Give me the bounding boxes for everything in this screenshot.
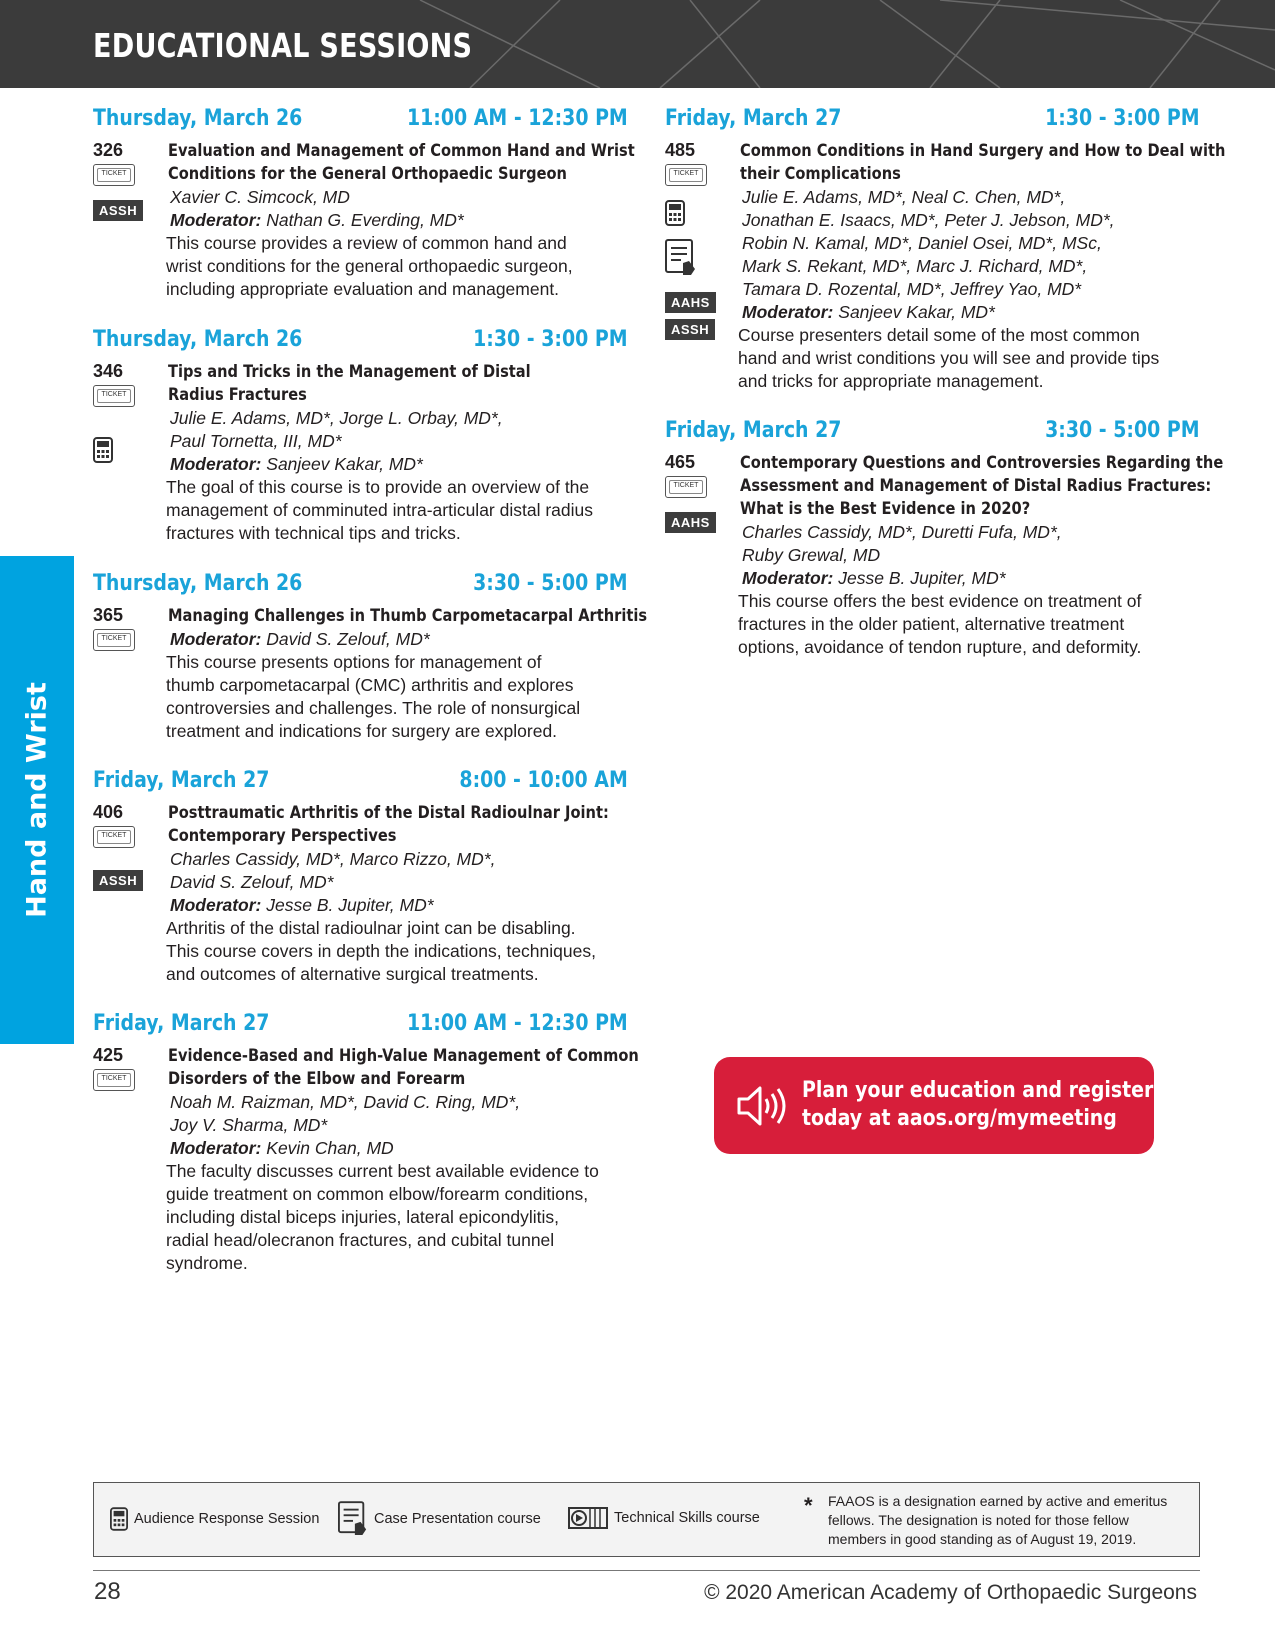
session-speakers: Julie E. Adams, MD*, Jorge L. Orbay, MD*, Paul Tornetta, III, MD* <box>170 408 503 451</box>
audience-response-icon <box>93 437 139 468</box>
session-406 <box>93 768 628 986</box>
session-day: Thursday, March 26 <box>93 327 303 352</box>
session-icons <box>93 826 139 891</box>
session-title: Tips and Tricks in the Management of Distal Radius Fractures <box>168 362 531 405</box>
ticket-icon: TICKET <box>665 164 707 186</box>
session-moderator: Moderator: Jesse B. Jupiter, MD* <box>742 568 1006 588</box>
session-header <box>665 106 1200 140</box>
session-day: Friday, March 27 <box>665 106 842 131</box>
session-title: Evaluation and Management of Common Hand and Wrist Conditions for the General Orthopaedic Surgeon <box>168 141 635 184</box>
session-number: 485 <box>665 140 696 160</box>
session-icons <box>93 385 139 468</box>
session-title: Contemporary Questions and Controversies Regarding the Assessment and Management of Distal Radius Fractures: What is the Best Evidence in 2020? <box>740 453 1224 519</box>
case-presentation-icon <box>338 1501 368 1537</box>
aahs-badge: AAHS <box>665 512 716 533</box>
page-number: 28 <box>94 1578 121 1605</box>
session-title: Evidence-Based and High-Value Management of Common Disorders of the Elbow and Forearm <box>168 1046 639 1089</box>
audience-response-icon <box>110 1507 128 1531</box>
ticket-icon: TICKET <box>665 476 707 498</box>
session-title: Common Conditions in Hand Surgery and How to Deal with their Complications <box>740 141 1226 184</box>
session-day: Friday, March 27 <box>93 1011 270 1036</box>
session-description: The goal of this course is to provide an overview of the management of comminuted intra-articular distal radius fractures with technical tips and tricks. <box>166 477 593 543</box>
session-header <box>93 1011 628 1045</box>
session-title: Managing Challenges in Thumb Carpometacarpal Arthritis <box>168 606 648 626</box>
session-moderator: Moderator: David S. Zelouf, MD* <box>170 629 430 649</box>
section-side-tab <box>0 556 74 1044</box>
session-485 <box>665 106 1226 393</box>
session-icons <box>665 476 711 533</box>
session-description: This course offers the best evidence on treatment of fractures in the older patient, alternative treatment options, avoidance of tendon rupture, and deformity. <box>738 591 1142 657</box>
case-presentation-icon <box>665 239 711 282</box>
session-time: 11:00 AM - 12:30 PM <box>407 1011 628 1036</box>
session-number: 465 <box>665 452 696 472</box>
session-header <box>93 768 628 802</box>
register-cta-banner[interactable] <box>714 1057 1154 1154</box>
session-365 <box>93 571 648 743</box>
session-number: 346 <box>93 361 124 381</box>
session-326 <box>93 106 635 301</box>
page-header <box>0 0 1275 88</box>
session-time: 3:30 - 5:00 PM <box>473 571 628 596</box>
session-day: Thursday, March 26 <box>93 571 303 596</box>
session-icons <box>665 164 711 340</box>
legend-case-presentation: Case Presentation course <box>338 1501 541 1537</box>
session-moderator: Moderator: Kevin Chan, MD <box>170 1138 394 1158</box>
session-time: 1:30 - 3:00 PM <box>473 327 628 352</box>
footnote-asterisk: * <box>804 1493 813 1518</box>
session-title: Posttraumatic Arthritis of the Distal Radioulnar Joint: Contemporary Perspectives <box>168 803 609 846</box>
cta-text: Plan your education and register today at aaos.org/mymeeting <box>802 1078 1154 1131</box>
session-header <box>93 571 628 605</box>
session-speakers: Noah M. Raizman, MD*, David C. Ring, MD*, Joy V. Sharma, MD* <box>170 1092 521 1135</box>
session-speakers: Julie E. Adams, MD*, Neal C. Chen, MD*, Jonathan E. Isaacs, MD*, Peter J. Jebson, MD*, Robin N. Kamal, MD*, Daniel Osei, MD*, MSc, Mark S. Rekant, MD*, Marc J. Richard, MD*, Tamara D. Rozental, MD*, Jeffrey Yao, MD* <box>742 187 1115 299</box>
legend-audience-response: Audience Response Session <box>110 1507 319 1531</box>
session-moderator: Moderator: Sanjeev Kakar, MD* <box>742 302 995 322</box>
session-425 <box>93 1011 639 1275</box>
session-header <box>665 418 1200 452</box>
session-description: This course provides a review of common hand and wrist conditions for the general orthopaedic surgeon, including appropriate evaluation and management. <box>166 233 573 299</box>
ticket-icon: TICKET <box>93 629 135 651</box>
session-346 <box>93 327 628 545</box>
session-speakers: Charles Cassidy, MD*, Marco Rizzo, MD*, David S. Zelouf, MD* <box>170 849 496 892</box>
session-header <box>93 106 628 140</box>
session-day: Friday, March 27 <box>93 768 270 793</box>
footer-divider <box>93 1570 1200 1571</box>
icon-legend <box>93 1482 1200 1557</box>
session-time: 1:30 - 3:00 PM <box>1045 106 1200 131</box>
session-day: Friday, March 27 <box>665 418 842 443</box>
session-moderator: Moderator: Sanjeev Kakar, MD* <box>170 454 423 474</box>
page-title: EDUCATIONAL SESSIONS <box>93 26 473 65</box>
ticket-icon: TICKET <box>93 1069 135 1091</box>
session-speakers: Xavier C. Simcock, MD <box>170 187 350 207</box>
session-number: 425 <box>93 1045 124 1065</box>
session-speakers: Charles Cassidy, MD*, Duretti Fufa, MD*, Ruby Grewal, MD <box>742 522 1062 565</box>
legend-technical-skills: Technical Skills course <box>568 1507 760 1529</box>
technical-skills-icon <box>568 1507 608 1529</box>
session-time: 11:00 AM - 12:30 PM <box>407 106 628 131</box>
session-number: 406 <box>93 802 124 822</box>
session-description: Arthritis of the distal radioulnar joint can be disabling. This course covers in depth the indications, techniques, and outcomes of alternative surgical treatments. <box>166 918 596 984</box>
aahs-badge: AAHS <box>665 292 716 313</box>
section-tab-label: Hand and Wrist <box>21 682 53 918</box>
assh-badge: ASSH <box>665 319 715 340</box>
session-465 <box>665 418 1224 659</box>
session-time: 8:00 - 10:00 AM <box>459 768 628 793</box>
session-icons <box>93 1069 139 1099</box>
faaos-footnote: FAAOS is a designation earned by active and emeritus fellows. The designation is noted for those fellow members in good standing as of August 19, 2019. <box>828 1493 1168 1547</box>
audience-response-icon <box>665 200 711 231</box>
session-icons <box>93 629 139 659</box>
session-number: 326 <box>93 140 124 160</box>
session-moderator: Moderator: Nathan G. Everding, MD* <box>170 210 464 230</box>
ticket-icon: TICKET <box>93 826 135 848</box>
assh-badge: ASSH <box>93 200 143 221</box>
ticket-icon: TICKET <box>93 385 135 407</box>
session-time: 3:30 - 5:00 PM <box>1045 418 1200 443</box>
session-number: 365 <box>93 605 124 625</box>
speaker-icon <box>736 1083 790 1129</box>
session-description: This course presents options for management of thumb carpometacarpal (CMC) arthritis and explores controversies and challenges. The role of nonsurgical treatment and indications for surgery are explored. <box>166 652 581 741</box>
session-moderator: Moderator: Jesse B. Jupiter, MD* <box>170 895 434 915</box>
assh-badge: ASSH <box>93 870 143 891</box>
session-description: Course presenters detail some of the most common hand and wrist conditions you will see and provide tips and tricks for appropriate management. <box>738 325 1160 391</box>
session-icons <box>93 164 139 221</box>
session-description: The faculty discusses current best available evidence to guide treatment on common elbow/forearm conditions, including distal biceps injuries, lateral epicondylitis, radial head/olecranon fractures, and cubital tunnel syndrome. <box>166 1161 599 1273</box>
copyright-notice: © 2020 American Academy of Orthopaedic Surgeons <box>704 1581 1197 1604</box>
session-header <box>93 327 628 361</box>
ticket-icon: TICKET <box>93 164 135 186</box>
session-day: Thursday, March 26 <box>93 106 303 131</box>
